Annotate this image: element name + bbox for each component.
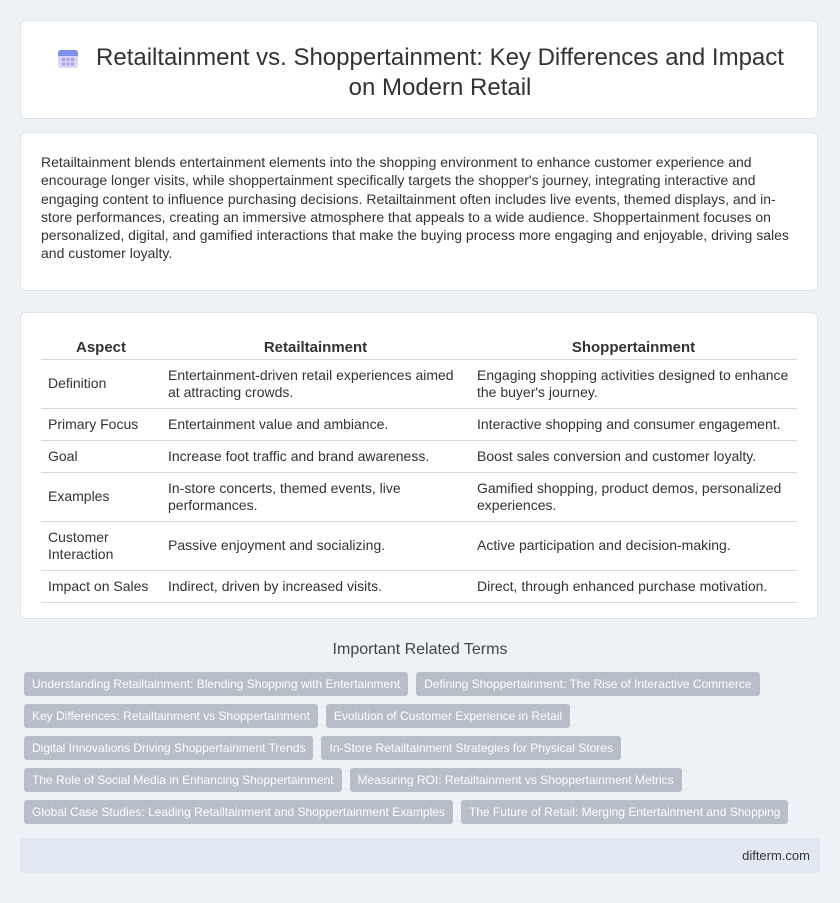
table-row: [41, 360, 797, 409]
header-retailtainment: Retailtainment: [161, 333, 470, 360]
table-header-row: [41, 333, 797, 360]
cell-shoppertainment: Gamified shopping, product demos, personalized experiences.: [470, 473, 797, 522]
cell-shoppertainment: Boost sales conversion and customer loyalty.: [470, 441, 797, 473]
related-term-link[interactable]: The Role of Social Media in Enhancing Shoppertainment: [24, 768, 342, 792]
cell-aspect: Examples: [41, 473, 161, 522]
page-title: Retailtainment vs. Shoppertainment: Key Differences and Impact on Modern Retail: [96, 44, 784, 101]
cell-retailtainment: Indirect, driven by increased visits.: [161, 571, 470, 603]
table-row: [41, 522, 797, 571]
related-term-link[interactable]: Digital Innovations Driving Shoppertainment Trends: [24, 736, 313, 760]
table-row: [41, 571, 797, 603]
cell-retailtainment: In-store concerts, themed events, live performances.: [161, 473, 470, 522]
intro-paragraph: Retailtainment blends entertainment elements into the shopping environment to enhance customer experience and encourage longer visits, while shoppertainment specifically targets the shopper's journey, integrating interactive and engaging content to influence purchasing decisions. Retailtainment often includes live events, themed displays, and in-store performances, creating an immersive atmosphere that appeals to a wide audience. Shoppertainment focuses on personalized, digital, and gamified interactions that make the buying process more engaging and enjoyable, driving sales and customer loyalty.: [41, 154, 789, 262]
cell-retailtainment: Entertainment value and ambiance.: [161, 409, 470, 441]
cell-aspect: Impact on Sales: [41, 571, 161, 603]
comparison-card: [20, 312, 818, 619]
related-term-link[interactable]: In-Store Retailtainment Strategies for Physical Stores: [321, 736, 620, 760]
footer-bar: [20, 838, 820, 873]
table-row: [41, 441, 797, 473]
cell-retailtainment: Entertainment-driven retail experiences aimed at attracting crowds.: [161, 360, 470, 409]
cell-aspect: Primary Focus: [41, 409, 161, 441]
cell-retailtainment: Passive enjoyment and socializing.: [161, 522, 470, 571]
related-terms-list: [24, 672, 804, 824]
related-term-link[interactable]: Understanding Retailtainment: Blending Shopping with Entertainment: [24, 672, 408, 696]
related-terms-heading: Important Related Terms: [332, 641, 508, 658]
cell-aspect: Customer Interaction: [41, 522, 161, 571]
header-aspect: Aspect: [41, 333, 161, 360]
related-term-link[interactable]: Global Case Studies: Leading Retailtainment and Shoppertainment Examples: [24, 800, 453, 824]
related-term-link[interactable]: Key Differences: Retailtainment vs Shoppertainment: [24, 704, 318, 728]
table-row: [41, 409, 797, 441]
site-link[interactable]: difterm.com: [742, 848, 810, 863]
header-card: [20, 20, 818, 119]
table-row: [41, 473, 797, 522]
related-term-link[interactable]: The Future of Retail: Merging Entertainment and Shopping: [461, 800, 789, 824]
cell-aspect: Goal: [41, 441, 161, 473]
cell-retailtainment: Increase foot traffic and brand awareness.: [161, 441, 470, 473]
comparison-table: [41, 333, 797, 603]
related-term-link[interactable]: Measuring ROI: Retailtainment vs Shoppertainment Metrics: [350, 768, 682, 792]
cell-aspect: Definition: [41, 360, 161, 409]
header-shoppertainment: Shoppertainment: [470, 333, 797, 360]
related-term-link[interactable]: Evolution of Customer Experience in Retail: [326, 704, 570, 728]
cell-shoppertainment: Direct, through enhanced purchase motivation.: [470, 571, 797, 603]
intro-card: [20, 132, 818, 291]
cell-shoppertainment: Active participation and decision-making.: [470, 522, 797, 571]
related-term-link[interactable]: Defining Shoppertainment: The Rise of Interactive Commerce: [416, 672, 759, 696]
cell-shoppertainment: Engaging shopping activities designed to enhance the buyer's journey.: [470, 360, 797, 409]
cell-shoppertainment: Interactive shopping and consumer engagement.: [470, 409, 797, 441]
